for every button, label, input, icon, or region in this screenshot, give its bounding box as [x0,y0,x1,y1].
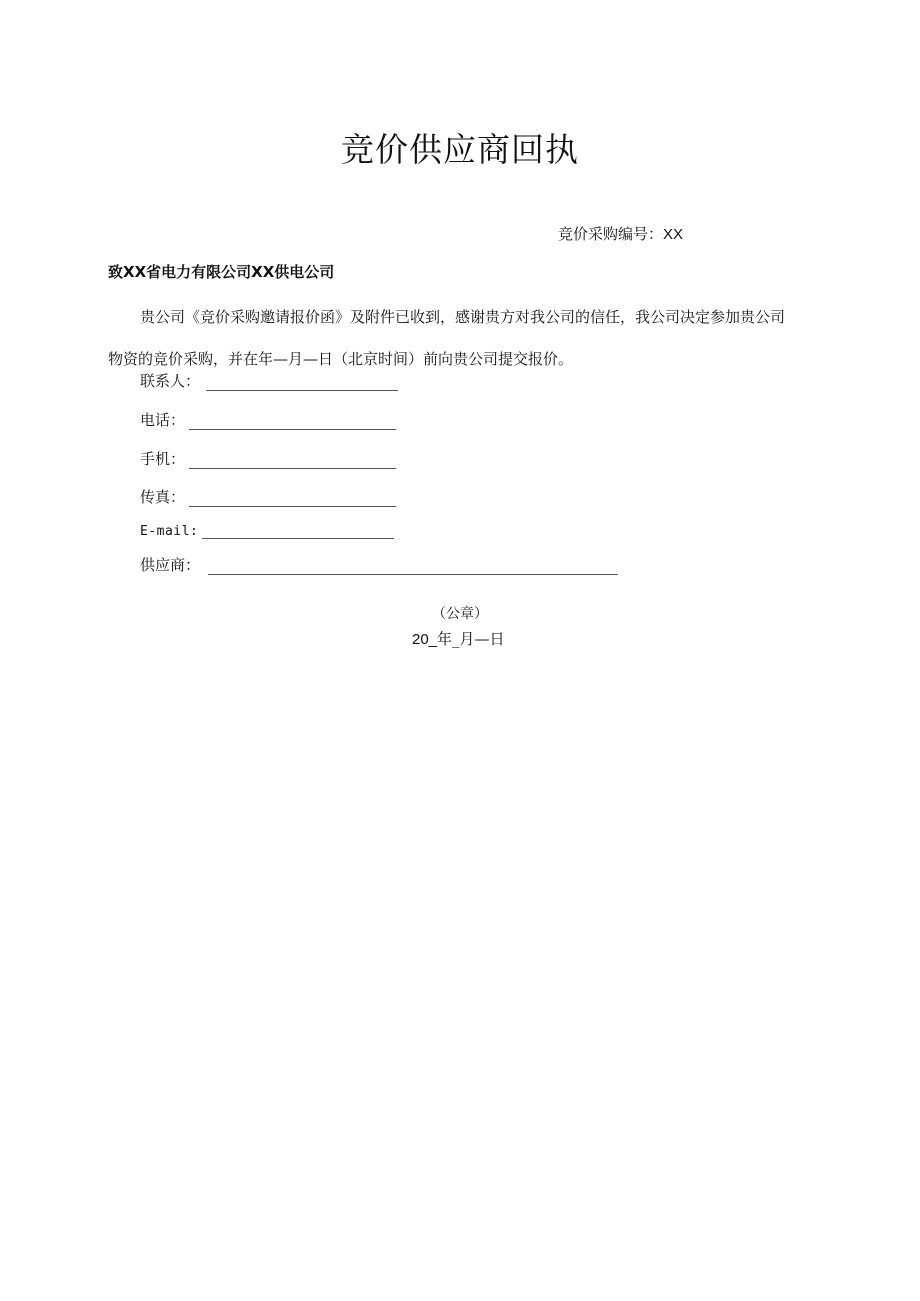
mobile-field [140,448,396,469]
official-seal-note: （公章） [432,606,488,622]
fax-field [140,486,396,507]
email-blank[interactable] [202,524,394,539]
contact-person-label: 联系人： [140,372,201,390]
supplier-blank[interactable] [208,560,618,575]
phone-field [140,409,396,430]
fax-blank[interactable] [189,492,396,507]
mobile-label: 手机： [140,450,186,468]
mobile-blank[interactable] [189,454,396,469]
addressee: 致XX省电力有限公司XX供电公司 [108,263,335,281]
fax-label: 传真： [140,488,186,506]
contact-person-blank[interactable] [206,376,398,391]
phone-label: 电话： [140,411,186,429]
supplier-label: 供应商： [140,556,201,574]
body-paragraph: 贵公司《竞价采购邀请报价函》及附件已收到，感谢贵方对我公司的信任，我公司决定参加贵公司物资的竞价采购，并在年—月—日（北京时间）前向贵公司提交报价。 [108,308,786,368]
email-field [140,524,394,539]
document-title: 竞价供应商回执 [341,130,579,169]
procurement-number-label: 竞价采购编号： [558,225,664,243]
contact-person-field [140,370,398,391]
date-month-day: 年_月—日 [437,630,505,648]
procurement-number [558,223,683,244]
email-label: E-mail: [140,524,199,539]
procurement-number-value: XX [663,226,684,243]
supplier-field [140,554,618,575]
signature-date [412,628,505,649]
date-year: 20_ [412,631,438,648]
phone-blank[interactable] [189,415,396,430]
